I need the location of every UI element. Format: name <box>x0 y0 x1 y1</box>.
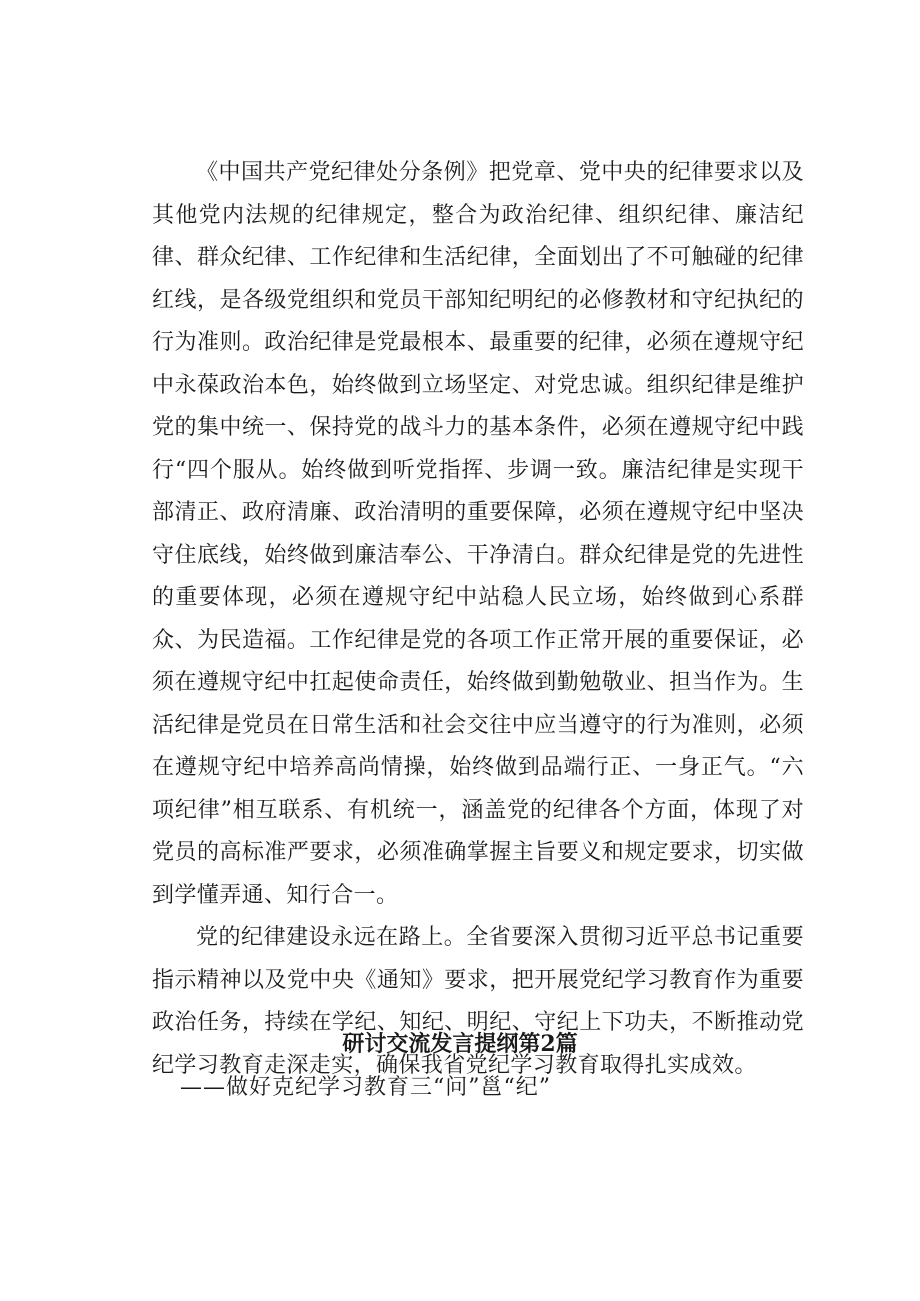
section-heading: 研讨交流发言提纲第2篇 <box>342 1031 578 1057</box>
paragraph-2: 党的纪律建设永远在路上。全省要深入贯彻习近平总书记重要指示精神以及党中央《通知》要求，把开展党纪学习教育作为重要政治任务，持续在学纪、知纪、明纪、守纪上下功夫，不断推动党纪学习教育走深走实，确保我省党纪学习教育取得扎实成效。 <box>152 925 804 1078</box>
section-subtitle: ——做好克纪学习教育三“问”邕“纪” <box>180 1075 551 1100</box>
paragraph-1: 《中国共产党纪律处分条例》把党章、党中央的纪律要求以及其他党内法规的纪律规定，整合为政治纪律、组织纪律、廉洁纪律、群众纪律、工作纪律和生活纪律，全面划出了不可触碰的纪律红线，是各级党组织和党员干部知纪明纪的必修教材和守纪执纪的行为准则。政治纪律是党最根本、最重要的纪律，必须在遵规守纪中永葆政治本色，始终做到立场坚定、对党忠诚。组织纪律是维护党的集中统一、保持党的战斗力的基本条件，必须在遵规守纪中践行“四个服从。始终做到听党指挥、步调一致。廉洁纪律是实现干部清正、政府清廉、政治清明的重要保障，必须在遵规守纪中坚决守住底线，始终做到廉洁奉公、干净清白。群众纪律是党的先进性的重要体现，必须在遵规守纪中站稳人民立场，始终做到心系群众、为民造福。工作纪律是党的各项工作正常开展的重要保证，必须在遵规守纪中扛起使命责任，始终做到勤勉敬业、担当作为。生活纪律是党员在日常生活和社会交往中应当遵守的行为准则，必须在遵规守纪中培养高尚情操，始终做到品端行正、一身正气。“六项纪律”相互联系、有机统一，涵盖党的纪律各个方面，体现了对党员的高标准严要求，必须准确掌握主旨要义和规定要求，切实做到学懂弄通、知行合一。 <box>152 160 804 908</box>
document-body <box>152 152 804 1087</box>
